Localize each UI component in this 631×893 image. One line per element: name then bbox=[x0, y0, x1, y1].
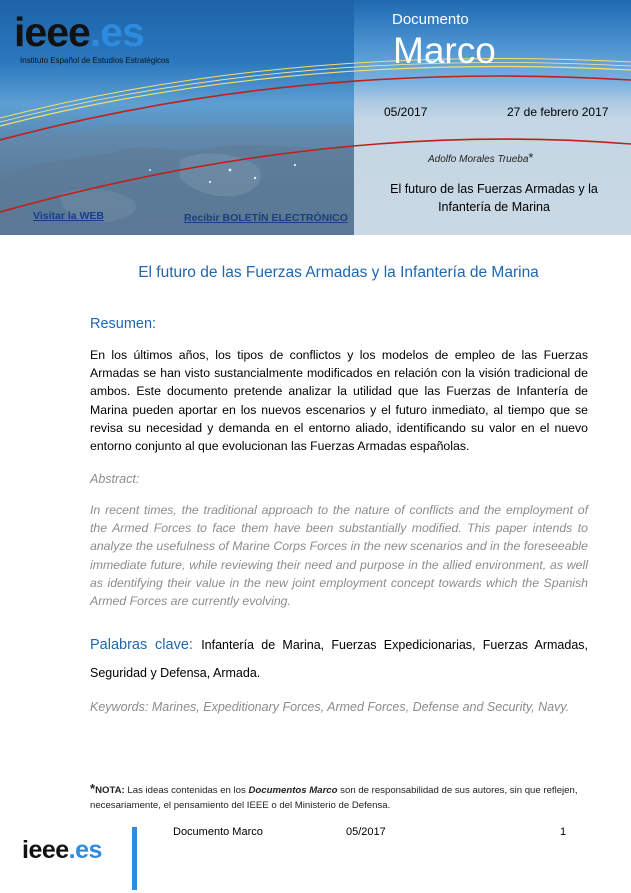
document-series-title: Marco bbox=[393, 30, 496, 71]
footer-logo-es: .es bbox=[68, 836, 102, 864]
footer-logo bbox=[22, 836, 102, 865]
logo-text-es: .es bbox=[89, 9, 144, 55]
footnote bbox=[90, 781, 590, 813]
keywords-label: Palabras clave: bbox=[90, 637, 193, 653]
footer-document-label: Documento Marco bbox=[173, 826, 263, 838]
page-title: El futuro de las Fuerzas Armadas y la Infantería de Marina bbox=[138, 264, 539, 281]
footnote-emphasis: Documentos Marco bbox=[248, 785, 338, 796]
header-banner bbox=[0, 0, 631, 235]
footnote-mark: * bbox=[90, 781, 96, 796]
document-date: 27 de febrero 2017 bbox=[507, 105, 609, 119]
document-number: 05/2017 bbox=[384, 105, 428, 119]
logo-subtitle: Instituto Español de Estudios Estratégicos bbox=[20, 56, 170, 65]
footnote-label: NOTA: bbox=[95, 785, 125, 796]
resumen-paragraph: En los últimos años, los tipos de conflictos y los modelos de empleo de las Fuerzas Armadas se han visto sustancialmente modificados en relación con la visión tradicional de ambos. Este documento pretende analizar la utilidad que las Fuerzas de Infantería de Marina pueden aportar en los nuevos escenarios y el futuro inmediato, al tiempo que se revisa su necesidad y demanda en el entorno aliado, identificando su valor en el nuevo entorno conjunto al que evolucionan las Fuerzas Armadas españolas. bbox=[90, 348, 588, 454]
author-name bbox=[428, 150, 534, 169]
footnote-text-a: Las ideas contenidas en los bbox=[124, 785, 249, 796]
footer-logo-ieee: ieee bbox=[22, 836, 69, 864]
keywords-values: Infantería de Marina, Fuerzas Expedicionarias, Fuerzas Armadas, Seguridad y Defensa, Armada. bbox=[90, 638, 589, 680]
document-type-label: Documento bbox=[392, 11, 469, 28]
author-name-text: Adolfo Morales Trueba bbox=[428, 154, 529, 165]
keywords-english: Keywords: Marines, Expeditionary Forces, Armed Forces, Defense and Security, Navy. bbox=[90, 700, 570, 714]
abstract-heading: Abstract: bbox=[90, 472, 140, 486]
header-document-title: El futuro de las Fuerzas Armadas y la Infantería de Marina bbox=[390, 182, 598, 214]
subscribe-bulletin-link[interactable]: Recibir BOLETÍN ELECTRÓNICO bbox=[184, 212, 348, 224]
ieee-logo bbox=[14, 10, 144, 54]
page-number: 1 bbox=[560, 826, 567, 838]
abstract-paragraph: In recent times, the traditional approach to the nature of conflicts and the employment of the Armed Forces to face them have been substantially modified. This paper intends to analyze the usefulness of Marine Corps Forces in the new scenarios and in the foreseeable immediate future, while reviewing their need and purpose in the allied environment, as well as identifying their value in the new joint employment concept towards which the Spanish Armed Forces are currently evolving. bbox=[90, 503, 588, 609]
footer-document-number: 05/2017 bbox=[346, 826, 386, 838]
footer-divider bbox=[132, 827, 137, 890]
logo-text-ieee: ieee bbox=[14, 9, 90, 55]
resumen-heading: Resumen: bbox=[90, 316, 157, 332]
visit-web-link[interactable]: Visitar la WEB bbox=[33, 210, 104, 222]
author-footnote-mark: * bbox=[528, 150, 534, 165]
footnote-text-b: son de responsabilidad de sus autores, sin que reflejen, necesariamente, el pensamiento del IEEE o del Ministerio de Defensa. bbox=[90, 785, 578, 811]
keywords-spanish bbox=[90, 631, 588, 687]
